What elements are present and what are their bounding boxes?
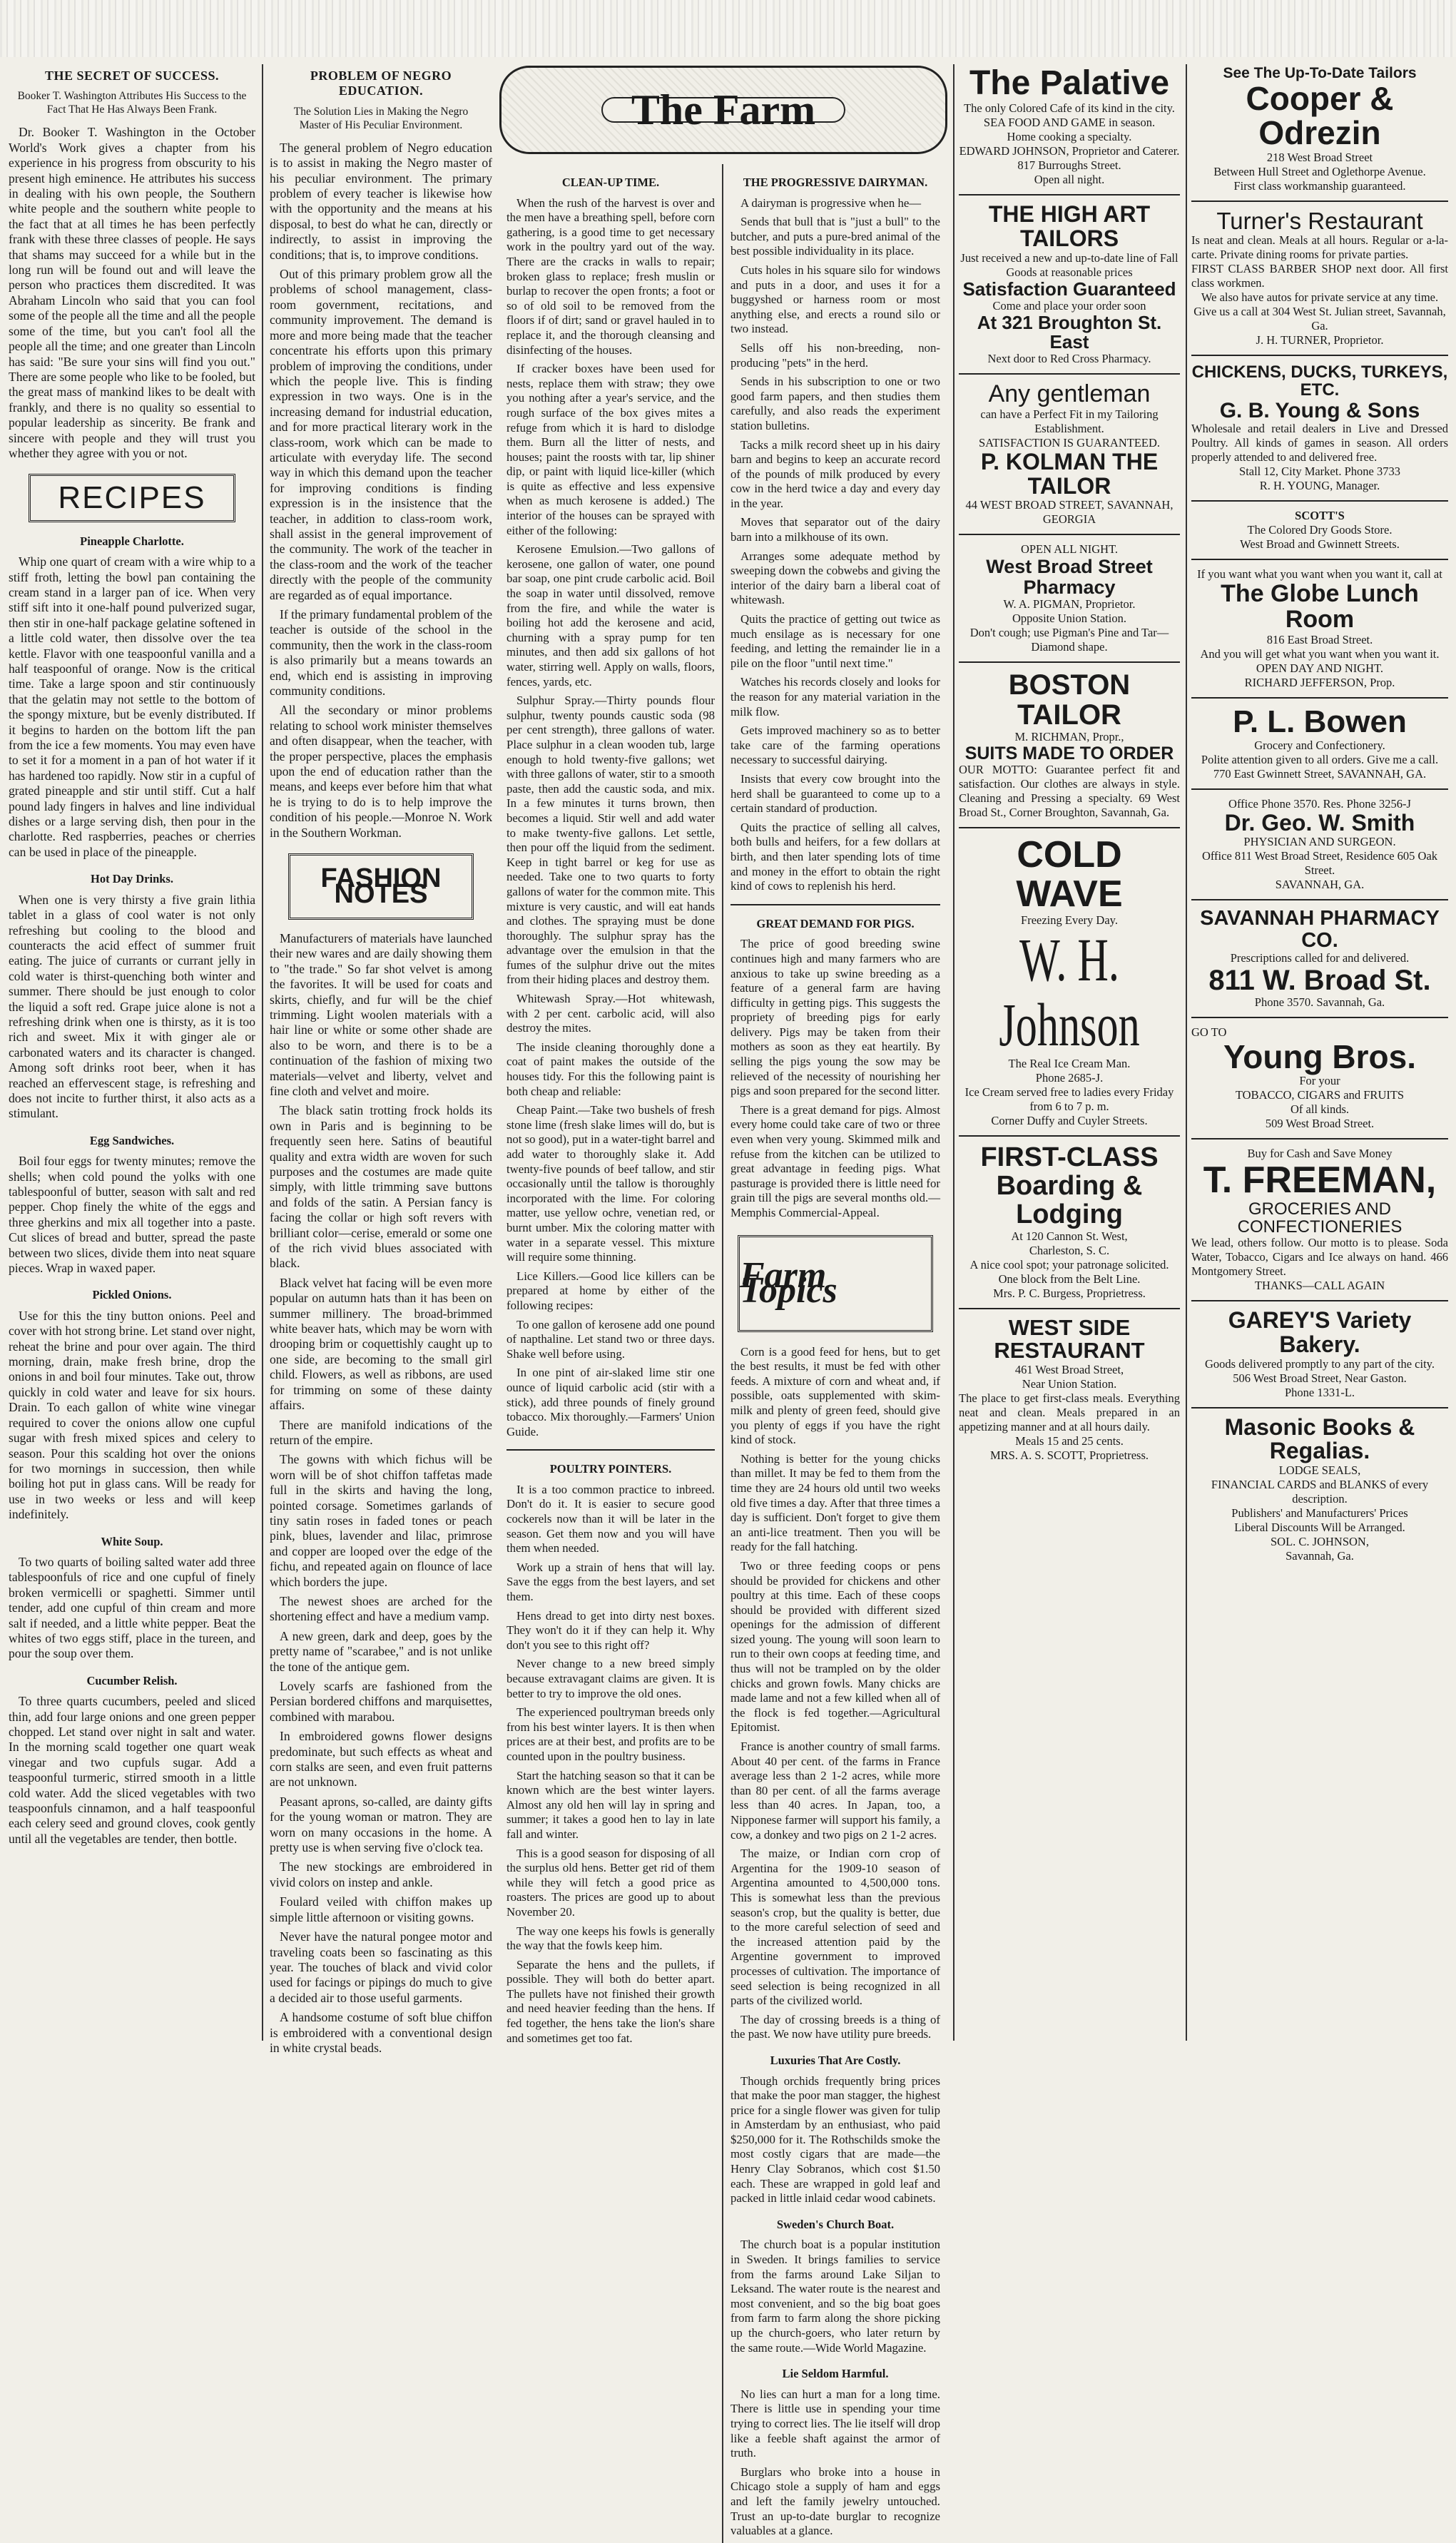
divider <box>1191 1407 1448 1408</box>
ad-line: If you want what you want when you want it, call at <box>1197 567 1442 582</box>
ad-globe-lunch-room <box>1191 567 1448 689</box>
ad-headline: CHICKENS, DUCKS, TURKEYS, ETC. <box>1191 362 1448 400</box>
ad-young-sons <box>1191 363 1448 493</box>
farm-paragraph: There is a great demand for pigs. Almost every home could take care of two or three even when very young. Skimmed milk and refuse from the kitchen can be utilized to great advantage in feeding pigs. What pasturage is provided there is little need for grain till the pigs are several months old.—Memphis Commercial-Appeal. <box>730 1102 940 1219</box>
ad-name: Turner's Restaurant <box>1216 207 1423 234</box>
ad-name: WEST SIDE RESTAURANT <box>994 1314 1145 1364</box>
ad-boarding-lodging <box>959 1144 1180 1301</box>
ad-young-bros <box>1191 1025 1448 1131</box>
ad-line: 817 Burroughs Street. <box>1017 158 1121 173</box>
ad-line: Charleston, S. C. <box>1029 1243 1110 1257</box>
farm-article-title: GREAT DEMAND FOR PIGS. <box>756 916 915 930</box>
farm-paragraph: Corn is a good feed for hens, but to get the best results, it must be fed with other feeds. A mixture of corn and wheat and, if possible, oats supplemented with skim-milk and plenty of green feed, should give you plenty of eggs if you have the right kind of stock. <box>730 1344 940 1447</box>
divider <box>506 1449 715 1451</box>
ad-line: TOBACCO, CIGARS and FRUITS <box>1235 1088 1405 1102</box>
ad-name: SCOTT'S <box>1295 509 1345 523</box>
farm-paragraph: Start the hatching season so that it can be known which are the best winter layers. Almost any old hen will lay in spring and summer; it takes a good hen to lay in late fall and winter. <box>506 1768 715 1841</box>
divider <box>1191 899 1448 900</box>
ad-address: 44 WEST BROAD STREET, SAVANNAH, GEORGIA <box>965 498 1174 527</box>
ad-johnson-ice-cream <box>959 836 1180 1128</box>
ad-address: At 321 Broughton St. East <box>977 311 1162 353</box>
ad-line: R. H. YOUNG, Manager. <box>1259 479 1380 493</box>
farm-paragraph: The experienced poultryman breeds only from his best winter layers. It is then when prices are at their best, and profits are to be counted upon in the poultry business. <box>506 1705 715 1763</box>
divider <box>959 827 1180 828</box>
farm-paragraph: Watches his records closely and looks for the reason for any material variation in the milk flow. <box>730 675 940 719</box>
column-rule <box>953 64 954 2041</box>
column-negro-education <box>270 66 493 2055</box>
ad-line: Come and place your order soon <box>992 298 1146 313</box>
recipe-name: Pineapple Charlotte. <box>80 534 184 548</box>
fashion-paragraph: The gowns with which fichus will be worn will be of shot chiffon taffetas made full in the skirts and having the long, pointed corsage. Sometimes garlands of tiny satin roses in faded tones or peach pink, blues, lavender and lilac, primrose and copper are looped over the edge of the fichu, and repeated again on flounce of lace which borders the jupe. <box>270 1452 492 1589</box>
farm-paragraph: The price of good breeding swine continues high and many farmers who are anxious to take up swine breeding as a feature of a general farm are having difficulty in getting pigs. This suggests the propriety of breeding pigs for early delivery. Pigs may be taken from their mothers as soon as they eat heartily. By selling the pigs young the sow may be relieved of the necessity of nourishing her pigs and soon prepared for the second litter. <box>730 937 940 1098</box>
farm-paragraph: The church boat is a popular institution in Sweden. It brings families to service from the farms around Lake Siljan to Leksand. The water route is the nearest and most convenient, and so the big boat goes from farm to farm along the shore picking up the church-goers, who later return by the same route.—Wide World Magazine. <box>730 2238 940 2355</box>
ad-line: 506 West Broad Street, Near Gaston. <box>1233 1371 1407 1385</box>
fashion-paragraph: Black velvet hat facing will be even more popular on autumn hats than it has been on summer millinery. The broad-brimmed white beaver hats, which may be worn with drooping brim or coquettishly caught up to one side, are becoming to the small girl child. Flowers, as well as ribbons, are used for trimming on some of these dainty affairs. <box>270 1275 492 1413</box>
ad-line: Corner Duffy and Cuyler Streets. <box>991 1114 1148 1128</box>
ad-slogan: Satisfaction Guaranteed <box>962 278 1176 300</box>
farm-paragraph: Arranges some adequate method by sweeping down the cobwebs and giving the interior of the dairy barn a liberal coat of whitewash. <box>730 549 940 607</box>
ad-name: GAREY'S Variety Bakery. <box>1228 1307 1412 1358</box>
divider <box>1191 559 1448 560</box>
ad-line: EDWARD JOHNSON, Proprietor and Caterer. <box>959 144 1180 158</box>
ad-line: The Real Ice Cream Man. <box>1008 1057 1131 1071</box>
farm-paragraph: Sulphur Spray.—Thirty pounds flour sulphur, twenty pounds caustic soda (98 per cent strength), three gallons of water. Place sulphur in a clean wooden tub, large enough to hold twenty-five gallons; wet with three gallons of water, stir to a smooth paste, then add the caustic soda, and mix. In a few minutes it turns brown, then becomes a liquid. Stir well and add water to make twenty-five gallons. Let settle, then pour off the liquid from the sediment. Keep in tight barrel or keg for use as needed. Take one to two quarts to forty gallons of water for the common mite. This mixture is very caustic, and will eat hands and clothes. The spraying must be done thoroughly. The sulphur spray has the advantage over the emulsion in that the fumes of the sulphur drive out the mites from their hiding places and destroy them. <box>506 694 715 987</box>
farm-article-title: Luxuries That Are Costly. <box>770 2053 901 2067</box>
ad-line: OPEN DAY AND NIGHT. <box>1256 661 1384 675</box>
ad-line: 509 West Broad Street. <box>1265 1117 1375 1131</box>
ad-name: Boarding & Lodging <box>996 1170 1143 1229</box>
farm-article-title: CLEAN-UP TIME. <box>561 176 660 189</box>
ad-line: 816 East Broad Street. <box>1266 632 1373 646</box>
recipe-text: Use for this the tiny button onions. Peel and cover with hot strong brine. Let stand over night, reheat the brine and pour over again. The third morning, drain, make fresh brine, drop the onions in and boil four minutes. Take out, throw quickly in cold water and leave for six hours. Drain. To each gallon of white wine vinegar required to cover the onions allow one cupful sugar with fresh mixed spices and celery to season. Pour this scalding hot over the onions for two mornings in succession, then while boiling hot put in glass cans. Will be ready for use in two weeks or less and will keep indefinitely. <box>9 1308 255 1522</box>
fashion-paragraph: Foulard veiled with chiffon makes up simple little afternoon or visiting gowns. <box>270 1894 492 1924</box>
ad-name: P. KOLMAN THE TAILOR <box>980 449 1159 499</box>
ad-line: 770 East Gwinnett Street, SAVANNAH, GA. <box>1213 766 1427 781</box>
ad-headline: FIRST-CLASS <box>980 1142 1159 1173</box>
farm-banner <box>499 66 947 154</box>
farm-paragraph: Sells off his non-breeding, non-producing "pets" in the herd. <box>730 340 940 370</box>
farm-paragraph: Two or three feeding coops or pens should be provided for chickens and other poultry at this time. Each of these coops should be provided with different sized openings for the admission of different sized young. The young will soon learn to run to their own coops at feeding time, and thus will not be trampled on by the older chicks and grown fowls. Many chicks are made lame and not a few killed when all of the flock is fed together.—Agricultural Epitomist. <box>730 1558 940 1735</box>
article-paragraph: All the secondary or minor problems relating to school work minister themselves and often disappear, when the teacher, with the proper perspective, places the emphasis upon the end of education rather than the means, and keeps ever before him that what he is trying to do is to help improve the condition of his people.—Monroe N. Work in the Southern Workman. <box>270 703 492 840</box>
divider <box>1191 355 1448 356</box>
farm-paragraph: This is a good season for disposing of all the surplus old hens. Better get rid of them while they will fetch a good price as roasters. The prices are good up to about November 20. <box>506 1846 715 1919</box>
ad-line: A nice cool spot; your patronage solicited. <box>969 1257 1169 1272</box>
divider <box>730 904 940 905</box>
ad-line: We also have autos for private service at any time. <box>1201 290 1439 305</box>
ad-line: West Broad and Gwinnett Streets. <box>1240 537 1400 552</box>
ad-line: OPEN ALL NIGHT. <box>1020 542 1119 557</box>
ad-line: At 120 Cannon St. West, <box>1011 1229 1128 1243</box>
fashion-paragraph: In embroidered gowns flower designs predominate, but such effects as wheat and corn stalks are seen, and even fruit patterns are not unknown. <box>270 1729 492 1790</box>
ad-name: West Broad Street Pharmacy <box>986 556 1153 598</box>
ad-line: Goods delivered promptly to any part of the city. <box>1205 1356 1435 1371</box>
ad-line: J. H. TURNER, Proprietor. <box>1256 333 1384 347</box>
farm-paragraph: In one pint of air-slaked lime stir one ounce of liquid carbolic acid (stir with a stick), add three pounds of finely ground tobacco. Mix thoroughly.—Farmers' Union Guide. <box>506 1366 715 1438</box>
ad-line: Give us a call at 304 West St. Julian street, Savannah, Ga. <box>1193 305 1446 333</box>
ad-line: And you will get what you want when you want it. <box>1200 646 1440 661</box>
ad-line: Polite attention given to all orders. Give me a call. <box>1201 752 1439 766</box>
ad-kolman-tailor <box>959 382 1180 527</box>
ad-line: 218 West Broad Street <box>1266 150 1373 164</box>
divider <box>959 534 1180 535</box>
ad-savannah-pharmacy <box>1191 908 1448 1010</box>
ad-line: Wholesale and retail dealers in Live and Dressed Poultry. All kinds of games in season. All orders properly attended to and delivered free. <box>1191 422 1448 465</box>
ad-line: Phone 1331-L. <box>1284 1385 1355 1399</box>
divider <box>1191 697 1448 699</box>
fashion-paragraph: Lovely scarfs are fashioned from the Persian bordered chiffons and marquisettes, combined with marabou. <box>270 1679 492 1724</box>
recipe-text: Whip one quart of cream with a wire whip to a stiff froth, letting the bowl pan containing the cream stand in a larger pan of ice. When very stiff sift into it one-half pound pulverized sugar, then stir in one-half package gelatine softened in a little cold water, then dissolve over the tea kettle. Flavor with one teaspoonful vanilla and a half teaspoonful of orange. Now is the critical time. Take a large spoon and stir continuously that the gelatin may not settle to the bottom of the spongy mixture, but be evenly distributed. If it begins to harden on the bottom lift the pan from the ice a few moments. You may even have to set it for a moment in a pan of hot water if it has hardened too rapidly. Now stir in a cupful of grated pineapple and stir until stiff. Cut a half pound lady fingers in halves and line individual dishes or a large serving dish, then pour in the charlotte. Red raspberries, peaches or cherries can be used in place of the pineapple. <box>9 554 255 859</box>
recipe-name: Egg Sandwiches. <box>89 1133 175 1147</box>
ad-line: Mrs. P. C. Burgess, Proprietress. <box>993 1286 1146 1300</box>
ad-line: We lead, others follow. Our motto is to please. Soda Water, Tobacco, Cigars and Ice always on hand. 466 Montgomery Street. <box>1191 1236 1448 1279</box>
farm-paragraph: Whitewash Spray.—Hot whitewash, with 2 per cent. carbolic acid, will also destroy the mites. <box>506 992 715 1035</box>
divider <box>1191 500 1448 502</box>
farm-paragraph: Cheap Paint.—Take two bushels of fresh stone lime (fresh slake limes will do, but is not so good), put in a water-tight barrel and add water to thoroughly slake it. Add twenty-five pounds of beef tallow, and stir occasionally until the tallow is thoroughly incorporated with the lime. For coloring matter, use yellow ochre, venetian red, or burnt umber. Mix the coloring matter with water in a separate vessel. This mixture will require some thinning. <box>506 1103 715 1264</box>
article-title: PROBLEM OF NEGRO EDUCATION. <box>310 68 452 98</box>
ad-line: Publishers' and Manufacturers' Prices <box>1231 1506 1408 1520</box>
farm-paragraph: It is a too common practice to inbreed. Don't do it. It is easier to secure good cockerels now than it will be later in the season. Get them now and you will have them when needed. <box>506 1482 715 1555</box>
ad-line: PHYSICIAN AND SURGEON. <box>1243 835 1396 849</box>
farm-topics-heading: Farm Topics <box>738 1235 933 1332</box>
recipe-text: Boil four eggs for twenty minutes; remove the shells; when cold pound the yolks with one tablespoonful of butter, season with salt and red pepper. Chop finely the white of the eggs and three gherkins and mix all together into a paste. Cut slices of bread and butter, spread the paste between two slices, divide them into neat square pieces. Wrap in waxed paper. <box>9 1154 255 1276</box>
farm-paragraph: Gets improved machinery so as to better take care of the farming operations necessary to successful dairying. <box>730 724 940 767</box>
fashion-paragraph: A new green, dark and deep, goes by the pretty name of "scarabee," and is not unlike the tone of the antique gem. <box>270 1628 492 1674</box>
divider <box>959 194 1180 196</box>
ads-column-right <box>1191 66 1448 2035</box>
ad-line: Office Phone 3570. Res. Phone 3256-J <box>1228 796 1411 811</box>
ad-line: can have a Perfect Fit in my Tailoring Establishment. <box>980 407 1159 436</box>
recipe-name: Hot Day Drinks. <box>91 872 173 886</box>
ad-line: Grocery and Confectionery. <box>1254 738 1385 752</box>
fashion-paragraph: There are manifold indications of the return of the empire. <box>270 1417 492 1447</box>
farm-paragraph: Quits the practice of getting out twice as much ensilage as is necessary for one feeding, and letting the remainder lie in a pile on the floor "until next time." <box>730 612 940 670</box>
ad-freeman <box>1191 1147 1448 1293</box>
ad-hook: Any gentleman <box>988 380 1151 408</box>
ad-name: The Palative <box>969 64 1170 102</box>
ad-line: Open all night. <box>1034 173 1105 187</box>
ad-line: One block from the Belt Line. <box>998 1272 1141 1286</box>
farm-paragraph: Burglars who broke into a house in Chicago stole a supply of ham and eggs and left the family jewelry untouched. Trust an up-to-date burglar to recognize valuables at a glance. <box>730 2465 940 2538</box>
ad-line: FIRST CLASS BARBER SHOP next door. All first class workmen. <box>1191 262 1448 290</box>
farm-columns <box>499 164 947 2543</box>
farm-article-title: Sweden's Church Boat. <box>776 2217 895 2231</box>
ad-name: Young Bros. <box>1223 1038 1417 1076</box>
ad-name: P. L. Bowen <box>1233 704 1407 739</box>
farm-paragraph: Hens dread to get into dirty nest boxes. They won't do it if they can help it. Why don't you see to this right off? <box>506 1608 715 1652</box>
divider <box>1191 1138 1448 1139</box>
farm-paragraph: Sends that bull that is "just a bull" to the butcher, and puts a pure-bred animal of the best possible individuality in its place. <box>730 215 940 258</box>
ad-slogan: SUITS MADE TO ORDER <box>964 743 1174 764</box>
page-top-texture <box>0 0 1456 57</box>
divider <box>1191 788 1448 790</box>
ad-line: THANKS—CALL AGAIN <box>1254 1279 1385 1293</box>
farm-paragraph: If cracker boxes have been used for nests, replace them with straw; they owe you nothing after a year's service, and the rough surface of the box gives mites a refuge from which it is hard to dislodge them. Burn all the litter of nests, and houses; paint the roosts with tar, lip shiner dip, or paint with liquid lice-killer (which is quite as effective and less expensive when as much kerosene is added.) The interior of the houses can be sprayed with either of the following: <box>506 362 715 537</box>
farm-banner-title: The Farm <box>601 97 845 123</box>
ads-column-left <box>959 66 1180 2035</box>
ad-name: The Globe Lunch Room <box>1221 580 1419 633</box>
ad-gareys-bakery <box>1191 1309 1448 1399</box>
divider <box>1191 201 1448 202</box>
ad-boston-tailor <box>959 670 1180 820</box>
fashion-paragraph: Peasant aprons, so-called, are dainty gifts for the young woman or matron. They are worn on many occasions in the home. A pretty use is when serving five o'clock tea. <box>270 1794 492 1855</box>
ad-line: Ice Cream served free to ladies every Friday from 6 to 7 p. m. <box>964 1085 1174 1114</box>
column-secret-success <box>9 66 255 2035</box>
farm-section <box>499 66 947 2538</box>
divider <box>959 1135 1180 1137</box>
column-rule <box>1186 64 1187 2041</box>
farm-article-title: THE PROGRESSIVE DAIRYMAN. <box>743 176 928 189</box>
article-title: THE SECRET OF SUCCESS. <box>44 68 220 83</box>
article-paragraph: Dr. Booker T. Washington in the October World's Work gives a chapter from his experience in his progress from obscurity to his present high eminence. He attributes his success in dealing with his own people, the Southern white people and the southern white people to the fact that at all times he has been perfectly frank with these three classes of people. He says that shams may succeed for a while but in the long run will be found out and will leave the person who practices them discredited. It was Abraham Lincoln who said that you can fool some of the people all the time and all the people some of the time, but you can't fool all the people all the time; and one greater than Lincoln has said: "Be sure your sins will find you out." There are some people who like to be fooled, but the great mass of mankind likes to be dealt with frankly, and there is no quality so essential to popular leadership as sincerity. Be frank and sincere with people and they will trust you whether they agree with you or not. <box>9 125 255 460</box>
recipe-text: To three quarts cucumbers, peeled and sliced thin, add four large onions and one green pepper chopped. Let stand over night in salt and water. In the morning scald together one quart weak vinegar and two cupfuls sugar. Add a teaspoonful turmeric, stirred smooth in a little cold water. Add the sliced vegetables with two teaspoonfuls cinnamon, and a half teaspoonful each celery seed and ground cloves, cook gently until all the vegetables are tender, then bottle. <box>9 1694 255 1846</box>
recipes-heading: RECIPES <box>29 474 235 522</box>
divider <box>1191 1017 1448 1018</box>
ad-address: 811 W. Broad St. <box>1208 965 1431 997</box>
ad-high-art-tailors <box>959 203 1180 366</box>
ad-line: SATISFACTION IS GUARANTEED. <box>978 436 1161 450</box>
ad-palative <box>959 66 1180 187</box>
ad-line: Freezing Every Day. <box>1021 913 1118 928</box>
farm-paragraph: A dairyman is progressive when he— <box>740 196 922 210</box>
fashion-paragraph: The black satin trotting frock holds its own in Paris and is beginning to be frequently seen here. Satins of beautiful quality and extra width are woven for such purposes and the costumes are made quite simply, with little trimming save buttons and folds of the satin. A Persian fancy is facing the collar or high soft revers with brilliant color—cerise, emerald or some one of the rich vivid blues associated with black. <box>270 1103 492 1271</box>
ad-line: Phone 2685-J. <box>1035 1071 1104 1085</box>
ad-line: Near Union Station. <box>1022 1376 1117 1391</box>
ad-name: T. FREEMAN, <box>1203 1159 1437 1202</box>
divider <box>959 661 1180 663</box>
ad-name: Cooper & Odrezin <box>1246 80 1394 152</box>
article-paragraph: Out of this primary problem grow all the problems of school management, class-room government, recitations, and community improvement. The demand is more and more being made that the teacher concentrate his efforts upon this primary problem of improving the conditions, under which the people live. This is finding expression in two ways. One is in the increasing demand for industrial education, and for more practical literary work in the class-room, work which can be made to articulate with everyday life. The second way in which this demand upon the teacher for improving conditions is finding expression is in the insistence that the teacher, in addition to class-room work, shall assist in the general improvement of the community. The work of the teacher in the class-room and the work of the teacher directly with the people of the community are regarded as of equal importance. <box>270 267 492 602</box>
ad-name: Dr. Geo. W. Smith <box>1224 809 1415 836</box>
farm-paragraph: Insists that every cow brought into the herd shall be guaranteed to come up to a certain standard of production. <box>730 771 940 816</box>
ad-line: Is neat and clean. Meals at all hours. Regular or a-la-carte. Private dining rooms for private parties. <box>1191 233 1448 262</box>
farm-paragraph: When the rush of the harvest is over and the men have a breathing spell, before corn gathering, is a good time to get necessary work in the poultry yard out of the way. There are the cracks in walls to repair; broken glass to replace; fresh muslin or burlap to recover the open fronts; a foot or so of old soil to be removed from the floors if of dirt; sand or gravel hauled in to replace it, and the thorough cleansing and disinfecting of the houses. <box>506 196 715 357</box>
ad-name: W. H. Johnson <box>999 925 1140 1059</box>
farm-left-column <box>499 164 723 2543</box>
farm-paragraph: Cuts holes in his square silo for windows and puts in a door, and uses it for a buggyshed or harness room or most anything else, and erects a round silo or two instead. <box>730 263 940 336</box>
farm-right-column <box>723 164 947 2543</box>
recipe-name: Pickled Onions. <box>92 1288 172 1302</box>
ad-scotts <box>1191 509 1448 552</box>
fashion-notes-heading: FASHION NOTES <box>288 853 474 920</box>
ad-headline: COLD WAVE <box>1016 834 1123 915</box>
farm-paragraph: Quits the practice of selling all calves, both bulls and heifers, for a few dollars at birth, and then later spending lots of time and money in the effort to obtain the right kind of cows to replenish his herd. <box>730 820 940 893</box>
article-paragraph: The general problem of Negro education is to assist in making the Negro master of his peculiar environment. The primary problem of every teacher is likewise how with the opportunity and the means at his disposal, to best do what he can, directly or indirectly, to assist in improving the conditions; that is, to improve conditions. <box>270 140 492 262</box>
farm-article-title: Lie Seldom Harmful. <box>782 2367 889 2381</box>
fashion-paragraph: A handsome costume of soft blue chiffon is embroidered with a conventional design in white crystal beads. <box>270 2010 492 2055</box>
ad-bowen <box>1191 706 1448 781</box>
farm-paragraph: Lice Killers.—Good lice killers can be prepared at home by either of the following recipes: <box>506 1269 715 1312</box>
ad-name: G. B. Young & Sons <box>1219 398 1420 422</box>
ad-line: GO TO <box>1191 1025 1227 1040</box>
ad-line: The place to get first-class meals. Everything neat and clean. Meals prepared in an appetizing manner and at all hours daily. <box>959 1391 1180 1433</box>
ad-line: Office 811 West Broad Street, Residence 605 Oak Street. <box>1201 849 1438 878</box>
ad-line: OUR MOTTO: Guarantee perfect fit and satisfaction. Our clothes are always in style. Cleaning and Pressing a specialty. 69 West Broad St., Corner Broughton, Savannah, Ga. <box>959 763 1180 820</box>
farm-paragraph: Sends in his subscription to one or two good farm papers, and then studies them carefully, and also reads the experiment station bulletins. <box>730 375 940 432</box>
ad-line: Prescriptions called for and delivered. <box>1230 951 1410 965</box>
ad-masonic-books <box>1191 1413 1448 1563</box>
ad-west-side-restaurant <box>959 1316 1180 1463</box>
farm-paragraph: Separate the hens and the pullets, if possible. They will both do better apart. The pullets have not finished their growth and need heavier feeding than the hens. If fed together, the hens take the lion's share and sometimes get too fat. <box>506 1957 715 2045</box>
ad-line: Of all kinds. <box>1290 1102 1350 1117</box>
farm-paragraph: The maize, or Indian corn crop of Argentina for the 1909-10 season of Argentina amounted to 4,500,000 tons. This is somewhat less than the previous season's crop, but the quality is better, due to the more careful selection of seed and the increased attention paid by the Argentine government to improved processes of cultivation. The importance of seed selection is being recognized in all parts of the civilized world. <box>730 1847 940 2008</box>
ad-line: Stall 12, City Market. Phone 3733 <box>1239 465 1400 479</box>
farm-paragraph: France is another country of small farms. About 40 per cent. of the farms in France average less than 2 1-2 acres, while more than 80 per cent. of all the farms average less than 40 acres. In Japan, too, a Nipponese farmer will support his family, a cow, a donkey and two pigs on 2 1-2 acres. <box>730 1740 940 1842</box>
recipe-text: When one is very thirsty a five grain lithia tablet in a glass of cool water is not only refreshing but cooling to the blood and counteracts the acid effect of summer fruit eating. The juice of currants or currant jelly in cold water is thirst-quenching both winter and summer. There should be just enough to color the liquid a soft red. Grape juice alone is not a refreshing drink when one is thirsty, as it is too rich and sweet. Mix it with ginger ale or carbonated waters and its character is changed. Among soft drinks root beer, when it has reached an effervescent stage, is refreshing and does not incite to further thirst, it also acts as a stimulant. <box>9 892 255 1121</box>
column-rule <box>262 64 263 2041</box>
ad-dr-smith <box>1191 797 1448 893</box>
farm-paragraph: Never change to a new breed simply because extravagant claims are given. It is better to try to improve the old ones. <box>506 1657 715 1700</box>
ad-west-broad-pharmacy <box>959 542 1180 654</box>
ad-line: LODGE SEALS, <box>1278 1463 1361 1477</box>
divider <box>959 373 1180 375</box>
farm-paragraph: No lies can hurt a man for a long time. There is little use in spending your time trying to correct lies. The lie itself will drop like a feeble shaft against the armor of truth. <box>730 2387 940 2460</box>
farm-article-title: POULTRY POINTERS. <box>549 1462 672 1476</box>
ad-line: The Colored Dry Goods Store. <box>1247 523 1393 537</box>
article-subtitle: The Solution Lies in Making the Negro Master of His Peculiar Environment. <box>293 105 469 131</box>
fashion-paragraph: The new stockings are embroidered in vivid colors on instep and ankle. <box>270 1859 492 1889</box>
farm-paragraph: To one gallon of kerosene add one pound of napthaline. Let stand two or three days. Shake well before using. <box>506 1317 715 1361</box>
fashion-paragraph: The newest shoes are arched for the shortening effect and have a medium vamp. <box>270 1593 492 1624</box>
recipe-text: To two quarts of boiling salted water add three tablespoonfuls of rice and one cupful of finely broken vermicelli or spaghetti. Simmer until tender, add one cupful of thin cream and more salt if needed, and a little white pepper. Beat the whites of two eggs stiff, place in the tureen, and pour the soup over them. <box>9 1554 255 1661</box>
ad-name: SAVANNAH PHARMACY CO. <box>1200 907 1440 952</box>
ad-line: Next door to Red Cross Pharmacy. <box>987 352 1151 366</box>
ad-line: SAVANNAH, GA. <box>1275 878 1365 892</box>
ad-line: Meals 15 and 25 cents. <box>1015 1433 1124 1448</box>
ad-line: Home cooking a specialty. <box>1007 130 1132 144</box>
ad-turners-restaurant <box>1191 209 1448 348</box>
ad-cooper-odrezin <box>1191 66 1448 193</box>
recipe-name: Cucumber Relish. <box>86 1673 178 1687</box>
ad-line: Liberal Discounts Will be Arranged. <box>1234 1520 1405 1534</box>
ad-line: RICHARD JEFFERSON, Prop. <box>1244 675 1395 689</box>
ad-line: First class workmanship guaranteed. <box>1233 178 1406 193</box>
ad-line: 461 West Broad Street, <box>1014 1362 1124 1376</box>
ad-line: FINANCIAL CARDS and BLANKS of every description. <box>1211 1477 1429 1506</box>
recipe-name: White Soup. <box>101 1534 163 1548</box>
ad-line: For your <box>1299 1074 1340 1088</box>
farm-paragraph: Though orchids frequently bring prices that make the poor man stagger, the highest price for a single flower was given for tulip in Amsterdam by an enthusiast, who paid $250,000 for it. The Rothschilds smoke the most costly cigars that are made—the Henry Clay Sobranos, which cost $1.50 each. These are wrapped in gold leaf and packed in little inlaid cedar wood cabinets. <box>730 2074 940 2206</box>
farm-paragraph: The way one keeps his fowls is generally the way that the fowls keep him. <box>506 1924 715 1953</box>
article-subtitle: Booker T. Washington Attributes His Success to the Fact That He Has Always Been Frank. <box>17 90 247 116</box>
ad-line: W. A. PIGMAN, Proprietor. <box>1003 597 1136 611</box>
ad-line: Opposite Union Station. <box>1012 611 1126 626</box>
ad-line: Don't cough; use Pigman's Pine and Tar—Diamond shape. <box>969 626 1169 654</box>
ad-name: Masonic Books & Regalias. <box>1224 1413 1415 1464</box>
ad-line: M. RICHMAN, Propr., <box>1014 730 1124 744</box>
fashion-paragraph: Manufacturers of materials have launched their new wares and are daily showing them to "the trade." So far shot velvet is among the favorites. It will be used for coats and skirts, chiefly, and fur will be the chief trimming. Light woolen materials with a hair line or white or some other shade are also to be worn, and there is to be a continuation of the fashion of mixing two materials—velvet and liberty, velvet and fine cloth and velvet and moire. <box>270 930 492 1098</box>
article-paragraph: If the primary fundamental problem of the teacher is outside of the school in the community, then the work in the class-room is also primarily but a means towards an end, which end is assisting in improving community conditions. <box>270 607 493 699</box>
divider <box>959 1308 1180 1309</box>
ad-line: Just received a new and up-to-date line of Fall Goods at reasonable prices <box>960 250 1178 279</box>
ad-line: SEA FOOD AND GAME in season. <box>983 116 1156 130</box>
divider <box>1191 1300 1448 1301</box>
farm-paragraph: Moves that separator out of the dairy barn into a milkhouse of its own. <box>730 515 940 544</box>
ad-line: Phone 3570. Savannah, Ga. <box>1254 995 1385 1010</box>
farm-paragraph: Work up a strain of hens that will lay. Save the eggs from the best layers, and set them. <box>506 1560 715 1604</box>
farm-paragraph: Tacks a milk record sheet up in his dairy barn and begins to keep an accurate record of the pounds of milk produced by every cow in the herd twice a day and every day in the year. <box>730 437 940 510</box>
ad-subtitle: GROCERIES AND CONFECTIONERIES <box>1237 1199 1402 1237</box>
fashion-paragraph: Never have the natural pongee motor and traveling coats been so fascinating as this year. The touches of black and vivid color used for facings or pipings do much to give a decided air to those useful garments. <box>270 1929 492 2005</box>
farm-paragraph: The inside cleaning thoroughly done a coat of paint makes the outside of the houses tidy. For this the following paint is both cheap and reliable: <box>506 1040 715 1098</box>
ad-name: THE HIGH ART TAILORS <box>988 201 1151 251</box>
ad-line: Buy for Cash and Save Money <box>1247 1147 1393 1161</box>
ad-line: Between Hull Street and Oglethorpe Avenue. <box>1213 164 1426 178</box>
ad-headline: See The Up-To-Date Tailors <box>1223 65 1417 81</box>
farm-paragraph: Nothing is better for the young chicks than millet. It may be fed to them from the time they are 24 hours old until two weeks old five times a day. After that three times a day is sufficient. Don't forget to give them an anti-lice treatment. Then you will be ready for the fall hatching. <box>730 1451 940 1554</box>
ad-line: SOL. C. JOHNSON, <box>1271 1534 1369 1548</box>
ad-line: MRS. A. S. SCOTT, Proprietress. <box>989 1448 1149 1462</box>
farm-paragraph: Kerosene Emulsion.—Two gallons of kerosene, one gallon of water, one pound bar soap, one pint crude carbolic acid. Boil the soap in water until dissolved, remove from the fire, and while the water is boiling hot add the kerosene and acid, churning with a spray pump for ten minutes, and then add six gallons of hot water, stirring well. Apply on walls, floors, fences, yards, etc. <box>506 542 715 689</box>
farm-paragraph: The day of crossing breeds is a thing of the past. We now have utility pure breeds. <box>730 2012 940 2041</box>
ad-line: The only Colored Cafe of its kind in the city. <box>964 101 1175 116</box>
ad-name: BOSTON TAILOR <box>1008 669 1131 731</box>
ad-line: Savannah, Ga. <box>1286 1548 1354 1563</box>
